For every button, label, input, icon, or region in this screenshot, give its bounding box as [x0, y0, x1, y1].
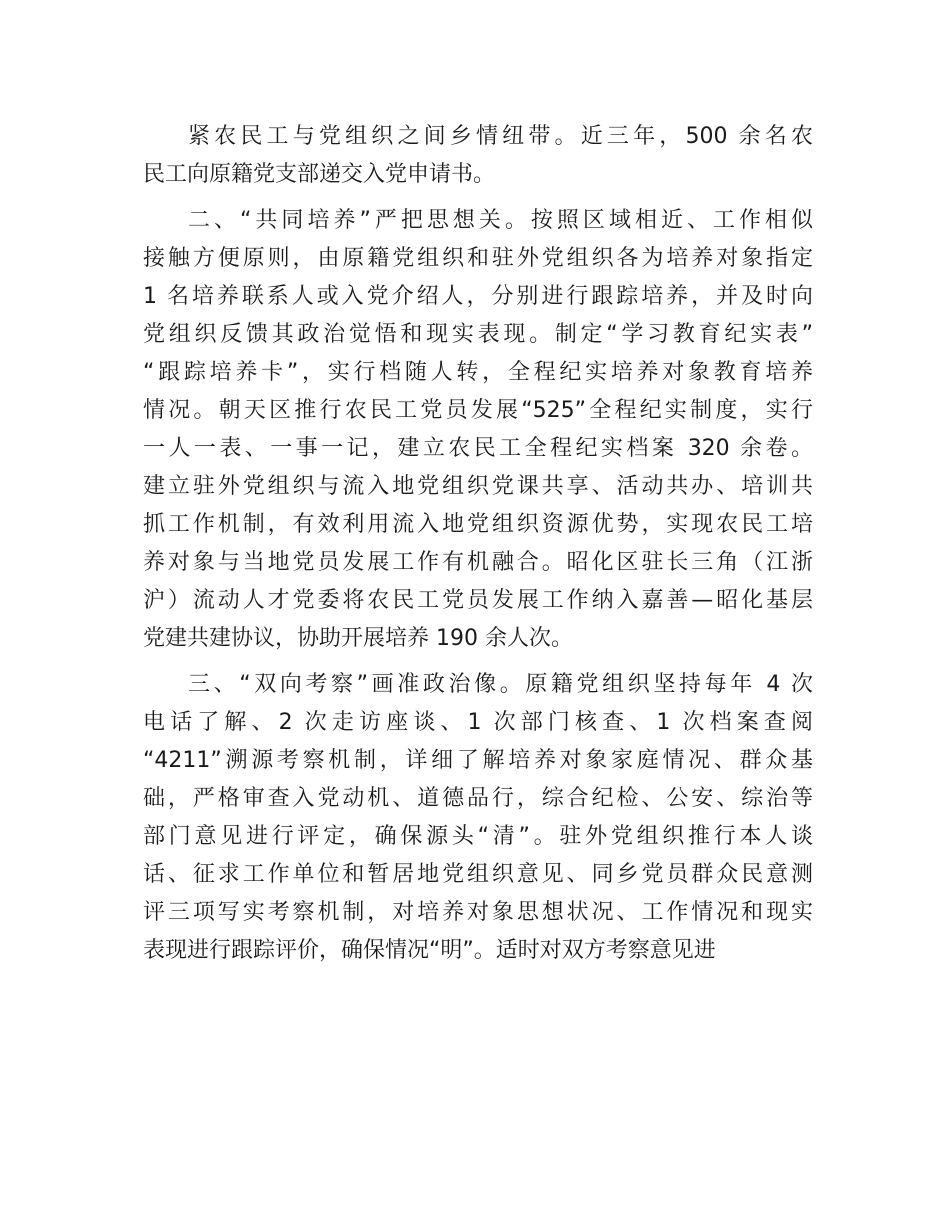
text-line: 二、“共同培养”严把思想关。按照区域相近、工作相似 — [188, 208, 813, 233]
text-line: 沪）流动人才党委将农民工党员发展工作纳入嘉善—昭化基层 — [143, 588, 813, 613]
text-line: 表现进行跟踪评价，确保情况“明”。适时对双方考察意见进 — [143, 938, 716, 963]
paragraph-2 — [143, 202, 813, 658]
text-line: 电话了解、2 次走访座谈、1 次部门核查、1 次档案查阅 — [143, 710, 813, 735]
paragraph-1 — [143, 118, 813, 194]
text-line: 评三项写实考察机制，对培养对象思想状况、工作情况和现实 — [143, 900, 813, 925]
text-line: “跟踪培养卡”，实行档随人转，全程纪实培养对象教育培养 — [143, 360, 813, 385]
text-line: 养对象与当地党员发展工作有机融合。昭化区驻长三角（江浙 — [143, 550, 813, 575]
text-line: 一人一表、一事一记，建立农民工全程纪实档案 320 余卷。 — [143, 436, 813, 461]
text-line: 民工向原籍党支部递交入党申请书。 — [143, 162, 496, 187]
text-line: “4211”溯源考察机制，详细了解培养对象家庭情况、群众基 — [143, 748, 813, 773]
text-line: 1 名培养联系人或入党介绍人，分别进行跟踪培养，并及时向 — [143, 284, 813, 309]
text-line: 话、征求工作单位和暂居地党组织意见、同乡党员群众民意测 — [143, 862, 813, 887]
text-line: 党建共建协议，协助开展培养 190 余人次。 — [143, 626, 573, 651]
text-line: 抓工作机制，有效利用流入地党组织资源优势，实现农民工培 — [143, 512, 813, 537]
text-line: 部门意见进行评定，确保源头“清”。驻外党组织推行本人谈 — [143, 824, 813, 849]
text-line: 三、“双向考察”画准政治像。原籍党组织坚持每年 4 次 — [188, 672, 813, 697]
text-line: 接触方便原则，由原籍党组织和驻外党组织各为培养对象指定 — [143, 246, 813, 271]
text-line: 础，严格审查入党动机、道德品行，综合纪检、公安、综治等 — [143, 786, 813, 811]
text-line: 情况。朝天区推行农民工党员发展“525”全程纪实制度，实行 — [143, 398, 813, 423]
text-line: 紧农民工与党组织之间乡情纽带。近三年，500 余名农 — [188, 124, 813, 149]
text-line: 建立驻外党组织与流入地党组织党课共享、活动共办、培训共 — [143, 474, 813, 499]
text-line: 党组织反馈其政治觉悟和现实表现。制定“学习教育纪实表” — [143, 322, 813, 347]
document-body — [143, 118, 813, 978]
paragraph-3 — [143, 666, 813, 970]
